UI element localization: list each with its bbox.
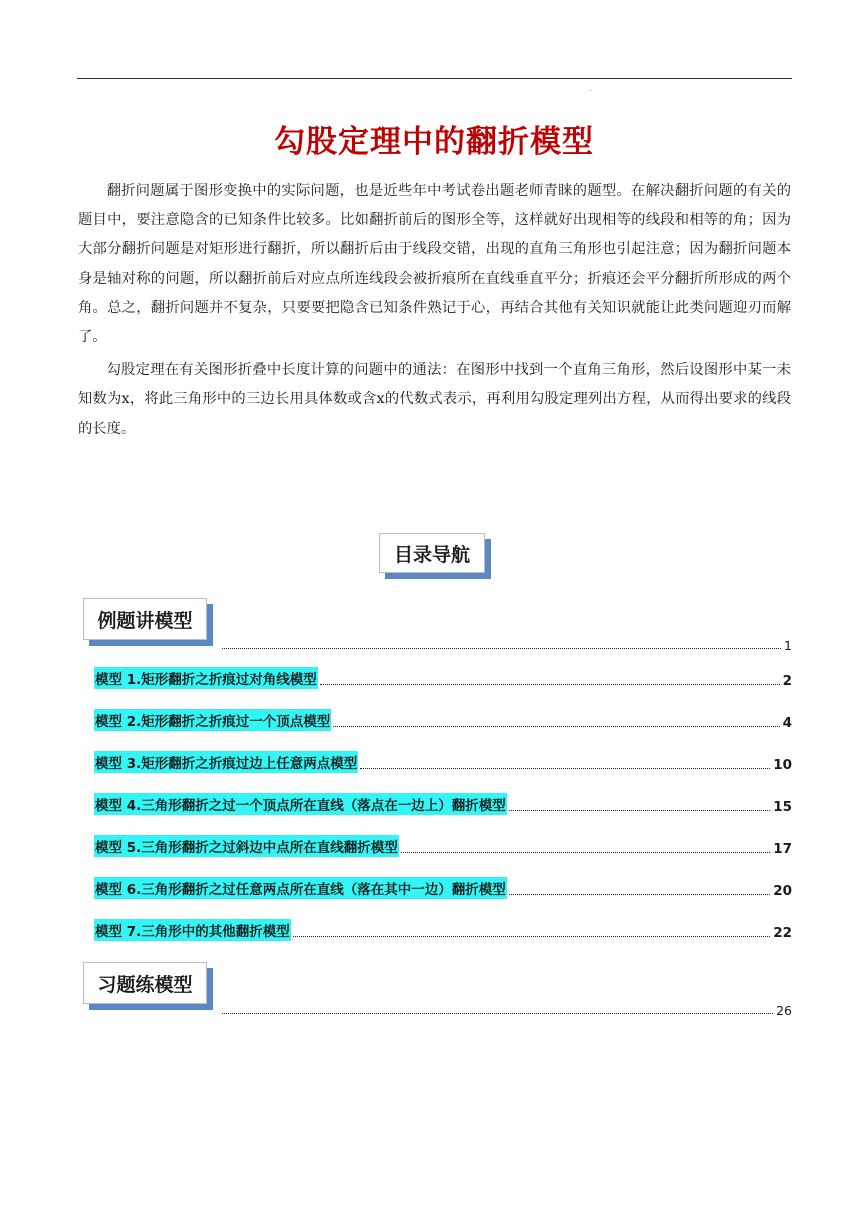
toc-leader-dots <box>222 1013 773 1014</box>
toc-section-2-heading[interactable]: 习题练模型 <box>83 962 207 1004</box>
toc-page-number: 22 <box>773 925 792 941</box>
toc-entry-label[interactable]: 模型 2.矩形翻折之折痕过一个顶点模型 <box>94 709 331 731</box>
toc-entry-5[interactable] <box>94 835 792 857</box>
intro-paragraph-1: 翻折问题属于图形变换中的实际问题，也是近些年中考试卷出题老师青睐的题型。在解决翻折问题的有关的题目中，要注意隐含的已知条件比较多。比如翻折前后的图形全等，这样就好出现相等的线段和相等的角；因为大部分翻折问题是对矩形进行翻折，所以翻折后由于线段交错，出现的直角三角形也引起注意；因为翻折问题本身是轴对称的问题，所以翻折前后对应点所连线段会被折痕所在直线垂直平分；折痕还会平分翻折所形成的两个角。总之，翻折问题并不复杂，只要要把隐含已知条件熟记于心，再结合其他有关知识就能让此类问题迎刃而解了。 <box>78 183 791 346</box>
toc-entry-label[interactable]: 模型 6.三角形翻折之过任意两点所在直线（落在其中一边）翻折模型 <box>94 877 507 899</box>
toc-section-1-heading[interactable]: 例题讲模型 <box>83 598 207 640</box>
toc-page-number: 2 <box>782 673 792 689</box>
toc-entry-7[interactable] <box>94 919 792 941</box>
toc-section-2-line[interactable] <box>220 1003 792 1018</box>
toc-page-number: 17 <box>773 841 792 857</box>
toc-entry-label[interactable]: 模型 3.矩形翻折之折痕过边上任意两点模型 <box>94 751 358 773</box>
toc-entry-2[interactable] <box>94 709 792 731</box>
toc-entry-label[interactable]: 模型 5.三角形翻折之过斜边中点所在直线翻折模型 <box>94 835 399 857</box>
document-title: 勾股定理中的翻折模型 <box>274 124 594 160</box>
intro-text <box>78 177 791 444</box>
toc-page-number: 20 <box>773 883 792 899</box>
toc-leader-dots <box>509 894 770 895</box>
toc-leader-dots <box>293 936 770 937</box>
header-rule <box>77 78 792 79</box>
intro-paragraph-2: 勾股定理在有关图形折叠中长度计算的问题中的通法：在图形中找到一个直角三角形，然后设图形中某一未知数为x，将此三角形中的三边长用具体数或含x的代数式表示，再利用勾股定理列出方程，从而得出要求的线段的长度。 <box>78 362 791 437</box>
toc-page-number: 4 <box>782 715 792 731</box>
toc-leader-dots <box>333 726 779 727</box>
toc-entry-label[interactable]: 模型 1.矩形翻折之折痕过对角线模型 <box>94 667 318 689</box>
toc-page-number: 10 <box>773 757 792 773</box>
toc-leader-dots <box>320 684 780 685</box>
toc-nav-heading: 目录导航 <box>379 533 485 573</box>
toc-entry-label[interactable]: 模型 4.三角形翻折之过一个顶点所在直线（落点在一边上）翻折模型 <box>94 793 507 815</box>
toc-leader-dots <box>360 768 770 769</box>
toc-section-1-line[interactable] <box>220 638 792 653</box>
toc-entry-4[interactable] <box>94 793 792 815</box>
toc-page-number: 15 <box>773 799 792 815</box>
toc-entry-6[interactable] <box>94 877 792 899</box>
toc-entry-label[interactable]: 模型 7.三角形中的其他翻折模型 <box>94 919 291 941</box>
toc-entry-3[interactable] <box>94 751 792 773</box>
toc-leader-dots <box>509 810 770 811</box>
header-mark: . <box>589 84 592 93</box>
toc-entry-1[interactable] <box>94 667 792 689</box>
toc-page-number: 1 <box>784 638 792 653</box>
toc-page-number: 26 <box>776 1003 792 1018</box>
toc-leader-dots <box>222 648 781 649</box>
toc-leader-dots <box>401 852 770 853</box>
